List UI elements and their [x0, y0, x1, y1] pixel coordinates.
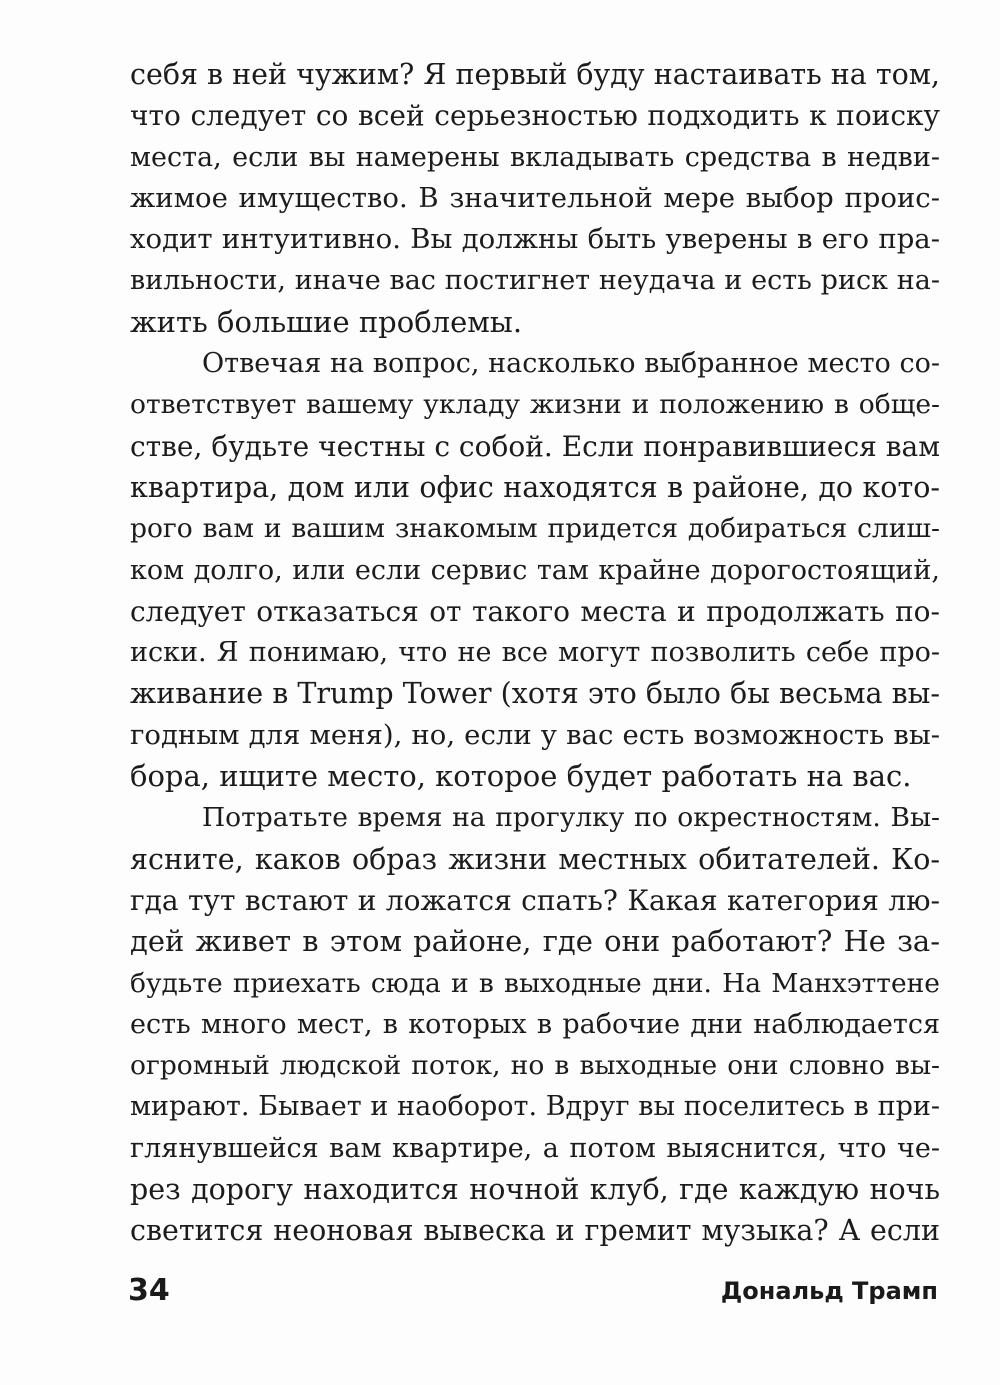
page-number: 34: [128, 1273, 170, 1308]
text-line: годным для меня), но, если у вас есть возможность вы-: [130, 718, 940, 751]
text-line: рез дорогу находится ночной клуб, где каждую ночь: [130, 1173, 940, 1207]
text-line: глянувшейся вам квартире, а потом выяснится, что че-: [130, 1132, 940, 1164]
text-line: следует отказаться от такого места и продолжать по-: [130, 594, 940, 628]
text-line: есть много мест, в которых в рабочие дни наблюдается: [130, 1008, 940, 1040]
text-line: ком долго, или если сервис там крайне дорогостоящий,: [130, 554, 940, 586]
text-line: места, если вы намерены вкладывать средства в недви-: [130, 141, 940, 173]
text-line: гда тут встают и ложатся спать? Какая категория лю-: [130, 883, 940, 917]
text-line: огромный людской поток, но в выходные они словно вы-: [130, 1050, 940, 1082]
text-line: вильности, иначе вас постигнет неудача и есть риск на-: [130, 265, 940, 297]
text-line: что следует со всей серьезностью подходить к поиску: [130, 99, 940, 133]
text-line: светится неоновая вывеска и гремит музыка? А если: [130, 1214, 940, 1248]
text-line: стве, будьте честны с собой. Если понравившиеся вам: [130, 429, 940, 463]
text-line: ответствует вашему укладу жизни и положению в обще-: [130, 389, 940, 421]
text-line: дей живет в этом районе, где они работают? Не за-: [130, 924, 940, 959]
text-line: иски. Я понимаю, что не все могут позволить себе про-: [130, 637, 940, 669]
body-text: [130, 54, 940, 1252]
text-line: жимое имущество. В значительной мере выбор проис-: [130, 181, 940, 214]
text-line: будьте приехать сюда и в выходные дни. На Манхэттене: [130, 967, 940, 999]
paragraph-first-line: Отвечая на вопрос, насколько выбранное место со-: [202, 348, 940, 380]
text-line: бора, ищите место, которое будет работать на вас.: [130, 759, 912, 794]
text-line: ходит интуитивно. Вы должны быть уверены в его пра-: [130, 223, 940, 256]
text-line: живание в Trump Tower (хотя это было бы весьма вы-: [130, 677, 940, 711]
text-line: квартира, дом или офис находятся в районе, до кото-: [130, 470, 940, 504]
text-line: ясните, каков образ жизни местных обитателей. Ко-: [130, 842, 940, 876]
text-line: мирают. Бывает и наоборот. Вдруг вы поселитесь в при-: [130, 1091, 940, 1123]
running-footer-author: Дональд Трамп: [720, 1277, 938, 1305]
text-line: себя в ней чужим? Я первый буду настаивать на том,: [130, 58, 940, 91]
text-line: рого вам и вашим знакомым придется добираться слиш-: [130, 513, 940, 545]
paragraph-first-line: Потратьте время на прогулку по окрестностям. Вы-: [202, 802, 940, 834]
text-line: жить большие проблемы.: [130, 304, 523, 339]
